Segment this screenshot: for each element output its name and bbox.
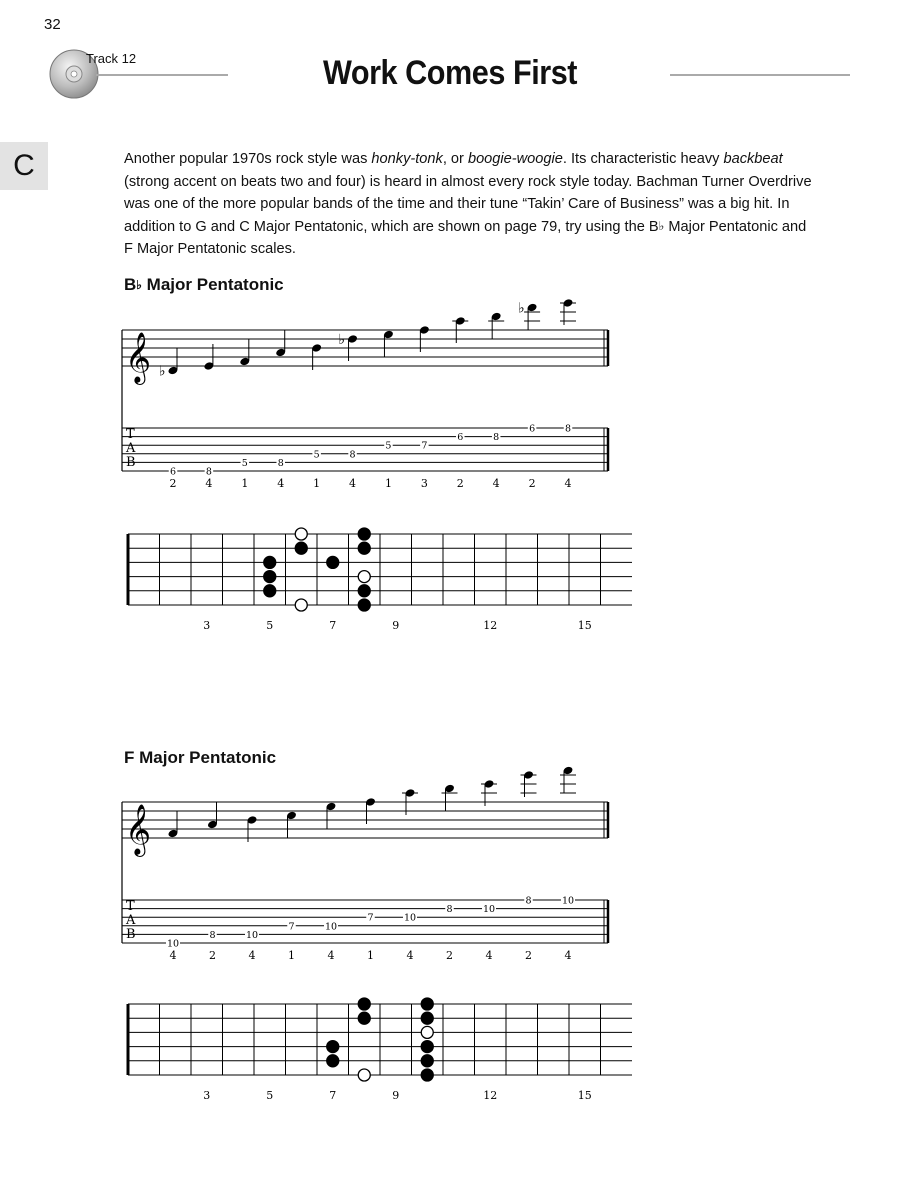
flat-accidental: ♭ — [338, 332, 346, 348]
tab-letter: T — [126, 427, 135, 442]
intro-text: . Its characteristic heavy — [562, 151, 724, 167]
flat-symbol: ♭ — [136, 278, 142, 292]
scale-note-dot — [358, 585, 370, 597]
scale-note-dot — [295, 542, 307, 554]
tab-number: 5 — [385, 440, 392, 452]
fingering-number: 1 — [384, 477, 392, 490]
tab-letter: B — [126, 927, 136, 942]
fingering-number: 1 — [367, 949, 374, 962]
intro-emphasis: boogie-woogie — [467, 151, 563, 167]
heading-text: Major Pentatonic — [141, 275, 284, 294]
root-note-dot — [358, 571, 370, 583]
tab-number: 10 — [403, 912, 417, 924]
fingering-number: 2 — [169, 477, 177, 490]
fingering-number: 3 — [420, 477, 428, 490]
treble-clef-icon: 𝄞 — [125, 332, 152, 383]
tab-letter: A — [126, 913, 136, 928]
tab-number: 6 — [457, 432, 464, 444]
tab-number: 10 — [561, 895, 575, 907]
tab-number: 7 — [288, 921, 295, 933]
scale-note-dot — [421, 1012, 433, 1024]
tab-number: 8 — [277, 457, 284, 469]
fingering-number: 2 — [525, 949, 532, 962]
fret-marker-label: 9 — [392, 619, 400, 632]
fingering-number: 2 — [456, 477, 464, 490]
fingering-number: 2 — [528, 477, 536, 490]
notation-f — [118, 782, 618, 982]
intro-paragraph — [124, 148, 814, 261]
fingering-number: 2 — [446, 949, 453, 962]
page-title: Work Comes First — [322, 54, 578, 92]
scale-note-dot — [421, 998, 433, 1010]
scale-note-dot — [264, 585, 276, 597]
tab-number: 10 — [482, 904, 496, 916]
track-label: Track 12 — [86, 51, 137, 66]
intro-emphasis: honky-tonk — [371, 151, 443, 167]
scale-heading-bb — [124, 275, 284, 295]
tab-number: 10 — [166, 938, 180, 950]
flat-accidental: ♭ — [159, 363, 166, 380]
fingering-number: 4 — [277, 477, 285, 490]
fingering-number: 4 — [248, 949, 256, 962]
heading-text: B — [124, 275, 137, 294]
scale-note-dot — [327, 556, 339, 568]
intro-emphasis: backbeat — [723, 151, 783, 167]
scale-note-dot — [421, 1041, 433, 1053]
fingering-number: 1 — [288, 949, 295, 962]
intro-text: Major Pentatonic and F Major Pentatonic scales. — [124, 218, 807, 257]
tab-number: 10 — [324, 921, 338, 933]
fret-marker-label: 7 — [329, 1089, 337, 1102]
tab-number: 10 — [245, 929, 259, 941]
root-note-dot — [421, 1026, 433, 1038]
fingering-number: 4 — [406, 949, 414, 962]
root-note-dot — [358, 1069, 370, 1081]
section-tab: C — [0, 142, 48, 190]
tab-number: 8 — [349, 449, 356, 461]
fingering-number: 4 — [169, 949, 177, 962]
scale-heading-f — [124, 748, 276, 768]
scale-note-dot — [264, 571, 276, 583]
fret-marker-label: 5 — [266, 619, 274, 632]
scale-note-dot — [358, 599, 370, 611]
notation-bb — [118, 300, 618, 510]
tab-number: 6 — [529, 423, 536, 435]
root-note-dot — [295, 599, 307, 611]
tab-number: 8 — [564, 423, 572, 435]
fretboard-diagram-f — [118, 992, 628, 1102]
fingering-number: 4 — [564, 949, 572, 962]
scale-note-dot — [421, 1069, 433, 1081]
intro-text: (strong accent on beats two and four) is heard in almost every rock style today. Bachman Turner Overdrive was one of the more popular bands of the time and their tune “Takin’ Care of Business” was a big hit. In addition to G and C Major Pentatonic, which are shown on page 79, try using the B — [124, 173, 812, 235]
fret-marker-label: 7 — [329, 619, 337, 632]
scale-note-dot — [264, 556, 276, 568]
fingering-number: 4 — [564, 477, 572, 490]
fingering-number: 1 — [241, 477, 249, 490]
intro-text: Another popular 1970s rock style was — [124, 151, 372, 167]
intro-text: , or — [442, 151, 468, 167]
fret-marker-label: 15 — [577, 619, 592, 632]
fingering-number: 4 — [327, 949, 335, 962]
scale-note-dot — [358, 528, 370, 540]
fingering-number: 4 — [349, 477, 357, 490]
tab-number: 8 — [446, 904, 453, 916]
tab-letter: A — [126, 441, 136, 456]
fret-marker-label: 12 — [483, 619, 498, 632]
fingering-number: 2 — [209, 949, 216, 962]
tab-number: 7 — [421, 440, 428, 452]
scale-note-dot — [327, 1055, 339, 1067]
fret-marker-label: 15 — [577, 1089, 592, 1102]
scale-note-dot — [327, 1041, 339, 1053]
tab-number: 6 — [169, 466, 177, 478]
tab-number: 5 — [313, 449, 320, 461]
heading-text: F Major Pentatonic — [124, 748, 277, 767]
page-number: 32 — [44, 16, 61, 33]
fingering-number: 1 — [313, 477, 321, 490]
fingering-number: 4 — [492, 477, 500, 490]
fret-marker-label: 9 — [392, 1089, 400, 1102]
tab-number: 7 — [367, 912, 374, 924]
fret-marker-label: 12 — [483, 1089, 498, 1102]
tab-letter: B — [126, 455, 136, 470]
tab-number: 5 — [241, 457, 248, 469]
tab-number: 8 — [209, 929, 216, 941]
root-note-dot — [295, 528, 307, 540]
fingering-number: 4 — [205, 477, 213, 490]
scale-note-dot — [358, 1012, 370, 1024]
fretboard-diagram-bb — [118, 522, 628, 632]
scale-note-dot — [358, 998, 370, 1010]
tab-number: 8 — [525, 895, 532, 907]
flat-symbol: ♭ — [658, 218, 665, 233]
fingering-number: 4 — [485, 949, 493, 962]
tab-number: 8 — [205, 466, 212, 478]
fret-marker-label: 5 — [266, 1089, 274, 1102]
fret-marker-label: 3 — [203, 619, 211, 632]
scale-note-dot — [421, 1055, 433, 1067]
tab-number: 8 — [493, 432, 500, 444]
treble-clef-icon: 𝄞 — [125, 804, 152, 855]
tab-letter: T — [126, 899, 135, 914]
scale-note-dot — [358, 542, 370, 554]
flat-accidental: ♭ — [518, 300, 525, 317]
fret-marker-label: 3 — [203, 1089, 211, 1102]
